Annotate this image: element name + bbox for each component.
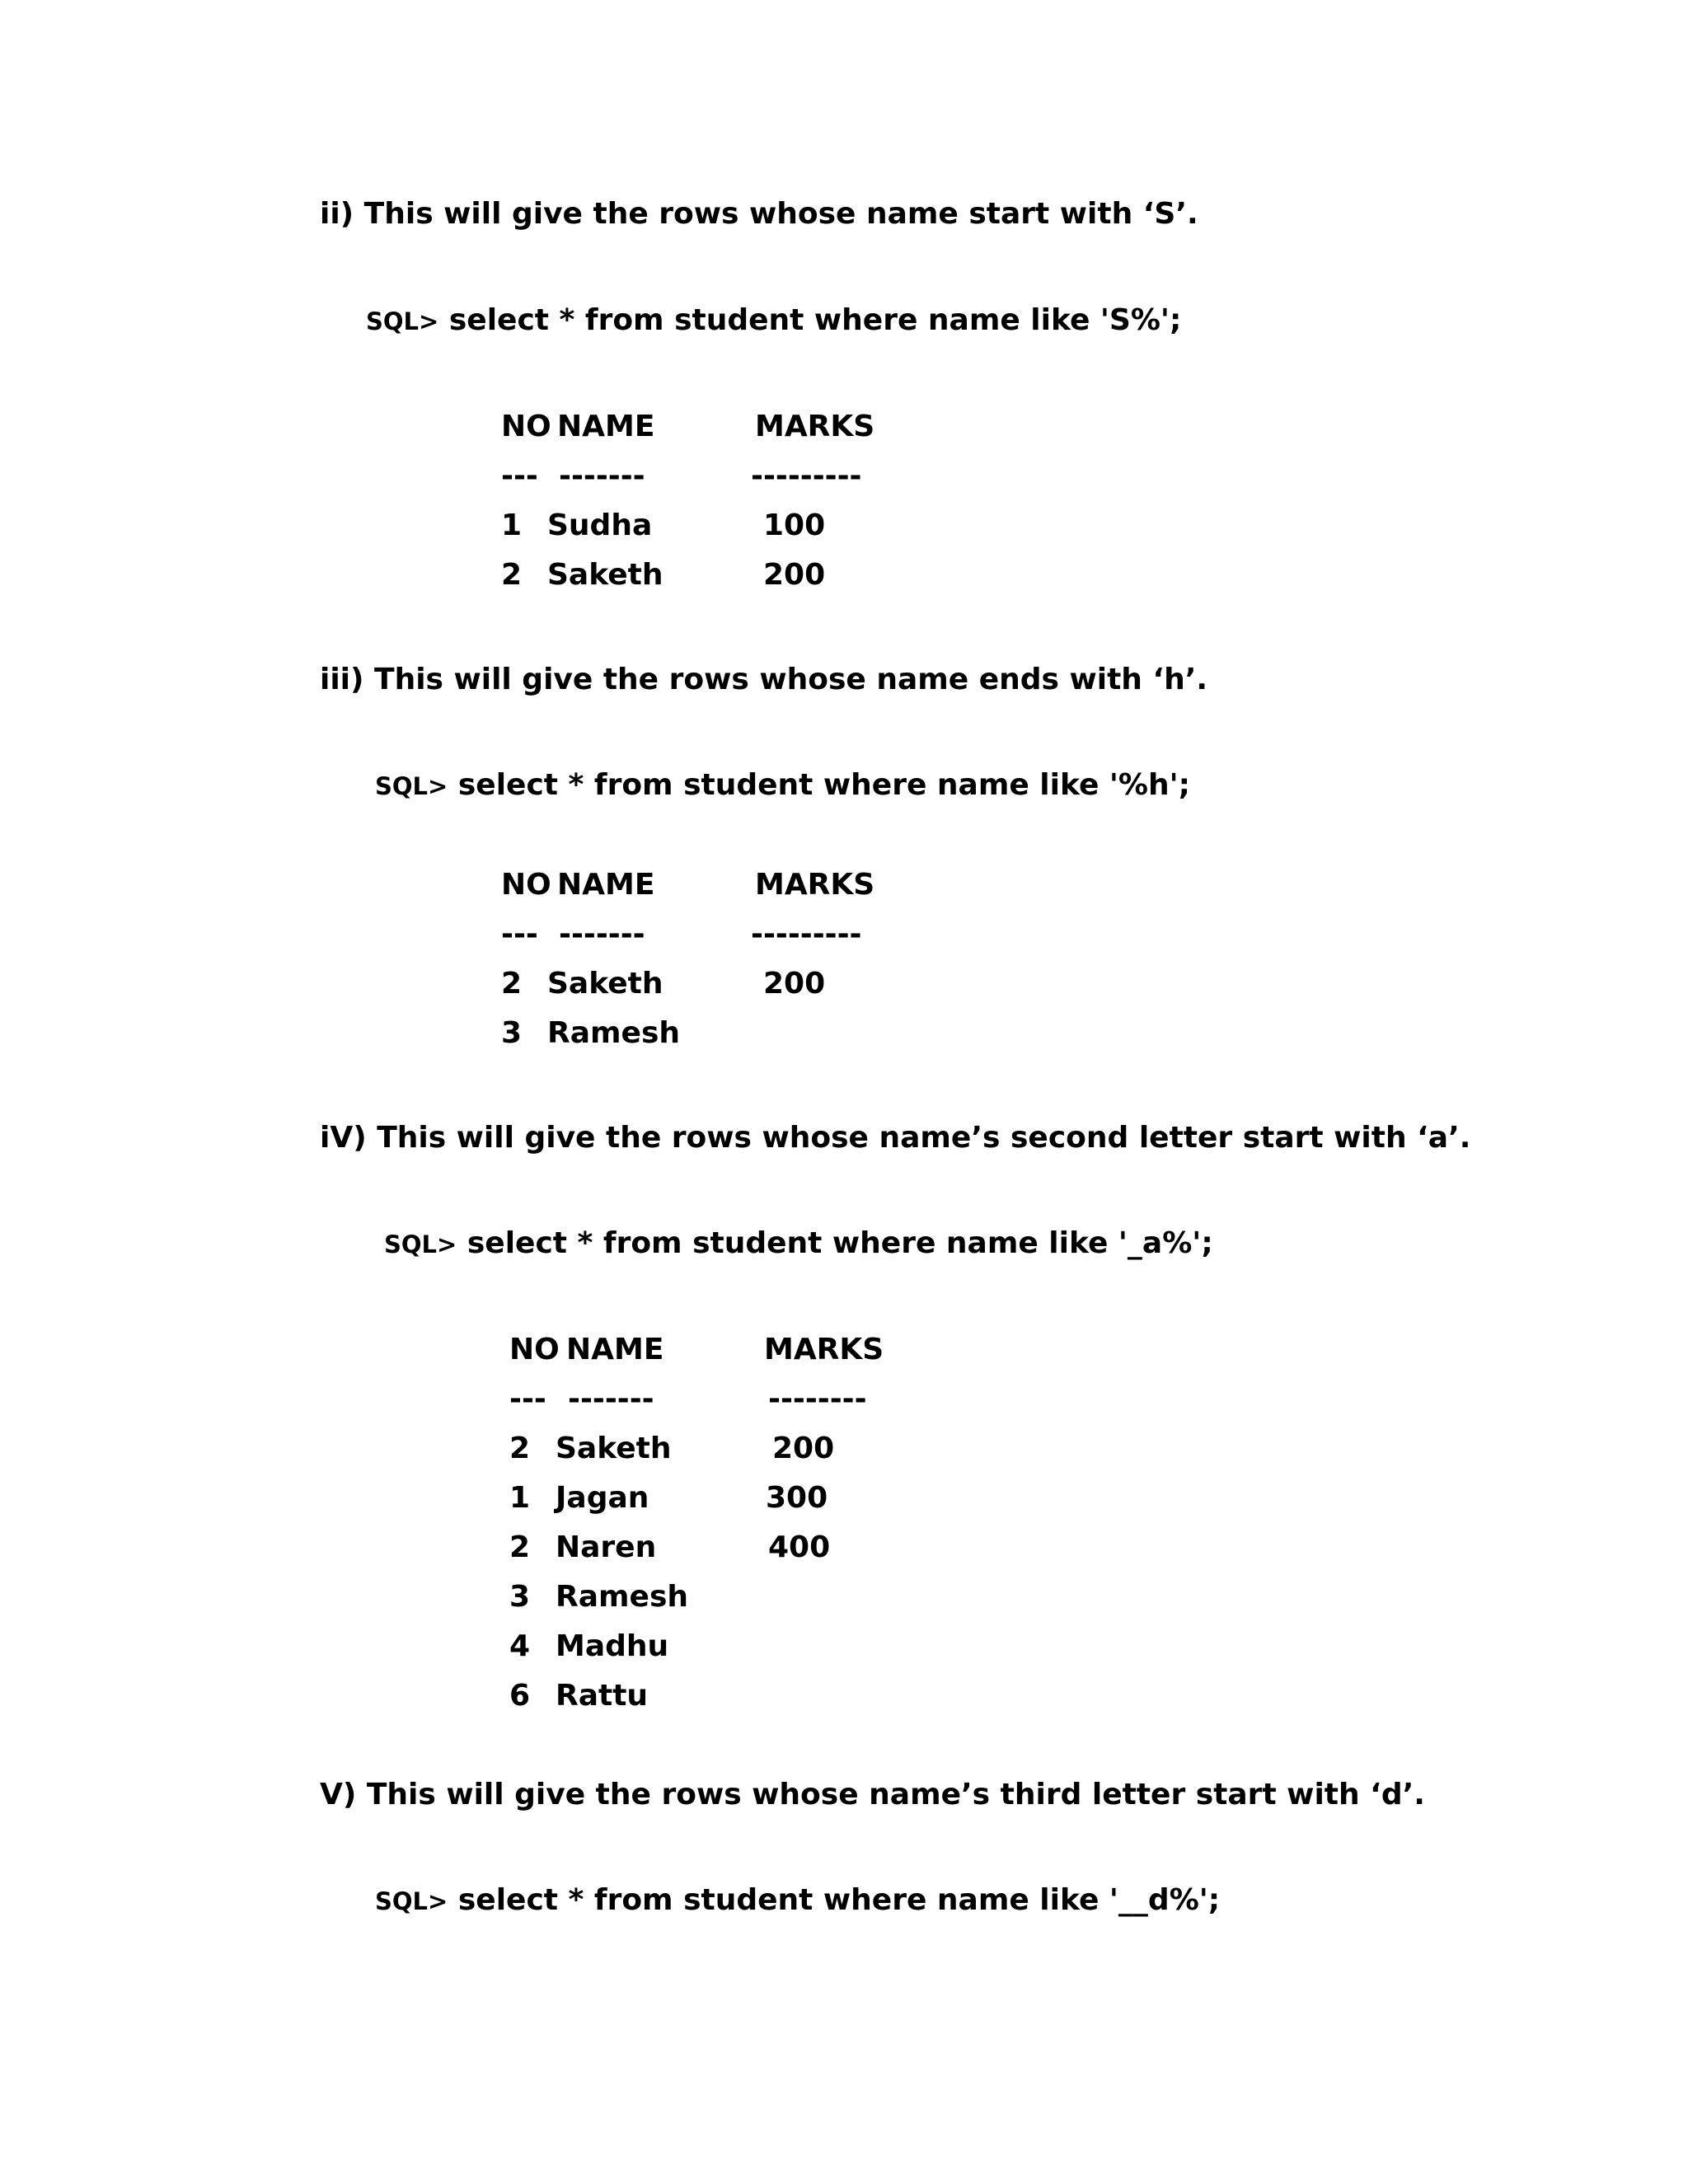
col-header-no: NO: [501, 410, 551, 443]
table-cell-name: Saketh: [547, 558, 663, 592]
section-ii-sql: [366, 303, 1182, 337]
table-cell-no: 2: [501, 558, 523, 592]
col-header-marks: MARKS: [764, 1333, 884, 1366]
section-ii-heading: ii) This will give the rows whose name start with ‘S’.: [320, 197, 1198, 231]
table-cell-marks: 200: [763, 558, 826, 592]
table-cell-marks: 400: [768, 1530, 831, 1564]
table-cell-no: 3: [501, 1016, 523, 1050]
table-cell-name: Madhu: [556, 1629, 669, 1663]
table-cell-name: Ramesh: [547, 1016, 680, 1050]
table-cell-no: 2: [509, 1530, 531, 1564]
table-cell-name: Sudha: [547, 509, 653, 542]
col-header-no: NO: [509, 1333, 560, 1366]
section-iv-sql: [384, 1226, 1213, 1260]
table-cell-no: 2: [509, 1432, 531, 1465]
col-divider-no: ---: [501, 459, 538, 493]
section-iii-heading: iii) This will give the rows whose name ends with ‘h’.: [320, 663, 1208, 696]
table-cell-no: 6: [509, 1679, 531, 1713]
sql-query: select * from student where name like '_a%';: [457, 1226, 1213, 1260]
col-header-name: NAME: [566, 1333, 664, 1366]
table-cell-no: 2: [501, 967, 523, 1001]
table-cell-name: Saketh: [556, 1432, 672, 1465]
sql-prompt: SQL>: [375, 772, 448, 800]
table-cell-name: Naren: [556, 1530, 657, 1564]
table-cell-no: 3: [509, 1580, 531, 1614]
col-header-name: NAME: [557, 868, 655, 902]
section-v-sql: [375, 1883, 1221, 1917]
table-cell-name: Rattu: [556, 1679, 649, 1713]
table-cell-marks: 200: [772, 1432, 835, 1465]
section-iii-sql: [375, 768, 1191, 802]
col-header-no: NO: [501, 868, 551, 902]
col-divider-no: ---: [509, 1382, 546, 1416]
sql-query: select * from student where name like '__d%';: [448, 1883, 1221, 1917]
col-header-marks: MARKS: [755, 868, 875, 902]
table-cell-name: Ramesh: [556, 1580, 688, 1614]
table-cell-no: 4: [509, 1629, 531, 1663]
table-cell-marks: 200: [763, 967, 826, 1001]
col-divider-marks: ---------: [751, 917, 862, 951]
col-header-marks: MARKS: [755, 410, 875, 443]
section-v-heading: V) This will give the rows whose name’s third letter start with ‘d’.: [320, 1778, 1425, 1811]
sql-query: select * from student where name like 'S%';: [438, 303, 1182, 337]
sql-prompt: SQL>: [384, 1230, 457, 1258]
col-header-name: NAME: [557, 410, 655, 443]
section-iv-heading: iV) This will give the rows whose name’s second letter start with ‘a’.: [320, 1121, 1471, 1155]
table-cell-no: 1: [509, 1481, 531, 1515]
table-cell-no: 1: [501, 509, 523, 542]
col-divider-marks: ---------: [751, 459, 862, 493]
table-cell-name: Saketh: [547, 967, 663, 1001]
sql-query: select * from student where name like '%h';: [448, 768, 1191, 802]
table-cell-name: Jagan: [556, 1481, 649, 1515]
table-cell-marks: 100: [763, 509, 826, 542]
sql-prompt: SQL>: [375, 1887, 448, 1915]
col-divider-name: -------: [559, 459, 645, 493]
col-divider-marks: --------: [768, 1382, 867, 1416]
col-divider-name: -------: [559, 917, 645, 951]
sql-prompt: SQL>: [366, 307, 439, 335]
table-cell-marks: 300: [766, 1481, 828, 1515]
col-divider-no: ---: [501, 917, 538, 951]
col-divider-name: -------: [568, 1382, 654, 1416]
